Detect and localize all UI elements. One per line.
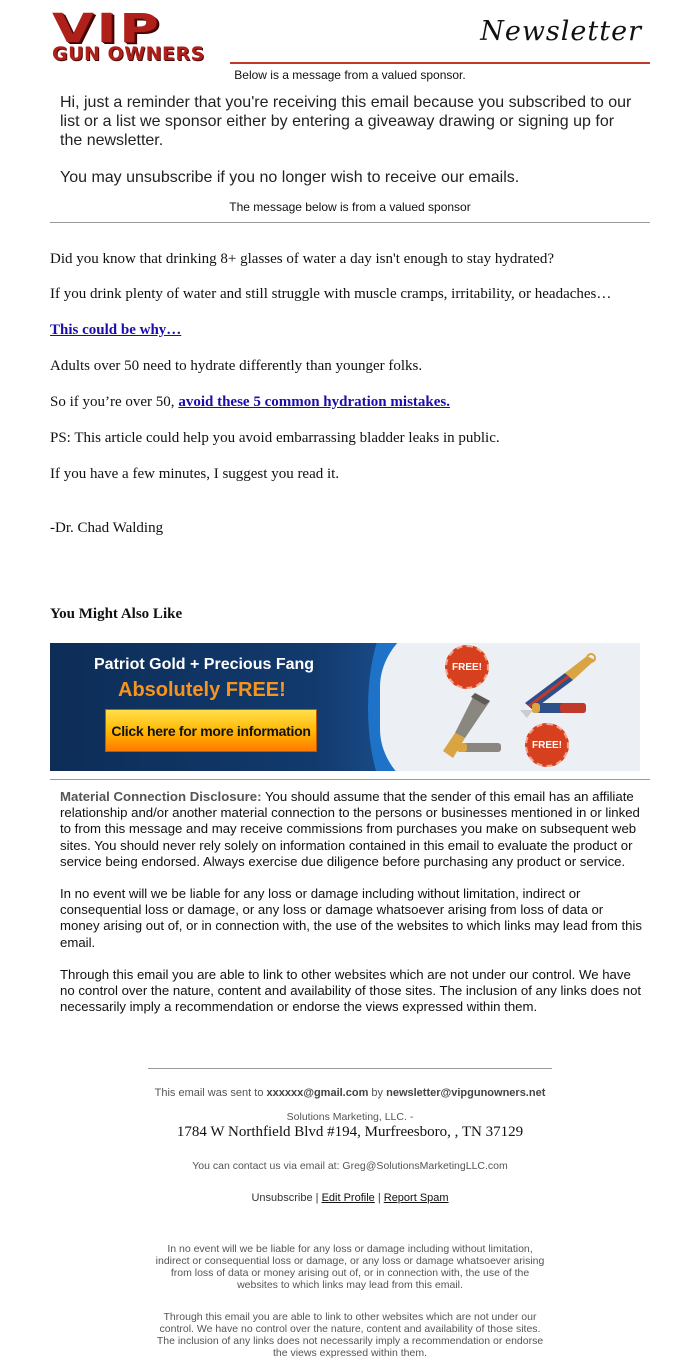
link-separator: | — [315, 1192, 319, 1204]
body-paragraph: Did you know that drinking 8+ glasses of water a day isn't enough to stay hydrated? — [50, 251, 554, 267]
email-header — [50, 8, 650, 66]
body-paragraph: Adults over 50 need to hydrate differently than younger folks. — [50, 358, 423, 374]
body-paragraph: If you have a few minutes, I suggest you read it. — [50, 466, 340, 482]
banner-cta-label: Click here for more information — [111, 722, 311, 739]
intro-paragraph-unsubscribe: You may unsubscribe if you no longer wish to receive our emails. — [60, 169, 520, 186]
sent-prefix: This email was sent to — [154, 1087, 264, 1099]
external-links-paragraph: Through this email you are able to link to other websites which are not under our control. We have no control over the nature, content and availability of those sites. The inclusion of any links does not necessarily imply a recommendation or endorse the views expressed within them. — [60, 966, 642, 1015]
signature: -Dr. Chad Walding — [50, 520, 164, 536]
promo-banner[interactable] — [50, 643, 640, 771]
body-paragraph: PS: This article could help you avoid embarrassing bladder leaks in public. — [50, 430, 500, 446]
edit-profile-link[interactable]: Edit Profile — [321, 1192, 375, 1204]
link-separator: | — [377, 1192, 381, 1204]
sent-to-line — [100, 1087, 600, 1099]
intro-section — [60, 93, 640, 187]
newsletter-title: Newsletter — [480, 16, 642, 47]
free-badge-label: FREE! — [532, 739, 562, 751]
footer-legal-links: Through this email you are able to link to other websites which are not under our control. We have no control over the nature, content and availability of those sites. The inclusion of any links does not necessarily imply a recommendation or endorse the views expressed within them. — [156, 1311, 544, 1359]
disclosure-paragraph — [60, 789, 645, 870]
hydration-mistakes-link[interactable]: avoid these 5 common hydration mistakes. — [178, 394, 450, 410]
footer-legal-liability: In no event will we be liable for any loss or damage including without limitation, indirect or consequential loss or damage, or any loss or damage whatsoever arising from loss of data or money arising out of, or in connection with, the use of the websites to which links may lead from this email. — [155, 1243, 545, 1291]
logo-vip-text: VIP — [52, 6, 162, 52]
intro-paragraph-subscription: Hi, just a reminder that you're receiving this email because you subscribed to our list or a list we sponsor either by entering a giveaway drawing or signing up for the newsletter. — [60, 94, 632, 149]
company-address: 1784 W Northfield Blvd #194, Murfreesboro, , TN 37129 — [176, 1124, 524, 1140]
closed-flag-knife-icon — [530, 698, 590, 718]
disclosure-text: You should assume that the sender of this email has an affiliate relationship and/or another material connection to the persons or businesses mentioned in or linked to from this message and may receive commissions from purchases you make on subsequent web sites. You should never rely solely on information contained in this email to evaluate the product or service being endorsed. Always exercise due diligence before purchasing any product or service. — [60, 789, 640, 869]
body-paragraph: If you drink plenty of water and still struggle with muscle cramps, irritability, or headaches… — [50, 286, 612, 302]
disclosure-lead: Material Connection Disclosure: — [60, 789, 262, 804]
header-divider — [230, 62, 650, 64]
divider — [50, 779, 650, 780]
banner-free-text: Absolutely FREE! — [118, 679, 286, 701]
banner-headline: Patriot Gold + Precious Fang — [94, 656, 315, 673]
free-badge-label: FREE! — [452, 661, 482, 673]
vip-gun-owners-logo[interactable] — [52, 6, 230, 66]
sponsor-notice-top: Below is a message from a valued sponsor. — [234, 68, 466, 82]
footer-links — [100, 1192, 600, 1204]
footer-divider — [148, 1068, 552, 1069]
sender-email: newsletter@vipgunowners.net — [386, 1087, 546, 1099]
sponsor-notice-mid: The message below is from a valued sponsor — [229, 200, 471, 214]
free-badge — [525, 723, 569, 767]
closed-knife-icon — [455, 738, 505, 758]
divider — [50, 222, 650, 223]
company-name: Solutions Marketing, LLC. - — [286, 1111, 414, 1123]
sent-by: by — [371, 1087, 384, 1099]
logo-gun-owners-text: GUN OWNERS — [52, 43, 205, 65]
body-text: So if you’re over 50, — [50, 394, 175, 410]
unsubscribe-text[interactable]: Unsubscribe — [251, 1192, 313, 1204]
this-could-be-why-link[interactable]: This could be why… — [50, 322, 182, 338]
banner-cta-button[interactable] — [105, 709, 317, 752]
material-disclosure — [60, 789, 645, 1031]
liability-paragraph: In no event will we be liable for any loss or damage including without limitation, indirect or consequential loss or damage, or any loss or damage whatsoever arising from loss of data or money arising out of, or in connection with, the use of the websites to which links may lead from this email. — [60, 886, 643, 950]
contact-line: You can contact us via email at: Greg@SolutionsMarketingLLC.com — [192, 1160, 508, 1172]
body-paragraph-with-link — [50, 394, 450, 411]
you-might-also-like-heading: You Might Also Like — [50, 606, 183, 622]
report-spam-link[interactable]: Report Spam — [383, 1192, 449, 1204]
recipient-email: xxxxxx@gmail.com — [266, 1087, 369, 1099]
body-link-paragraph — [50, 322, 181, 339]
